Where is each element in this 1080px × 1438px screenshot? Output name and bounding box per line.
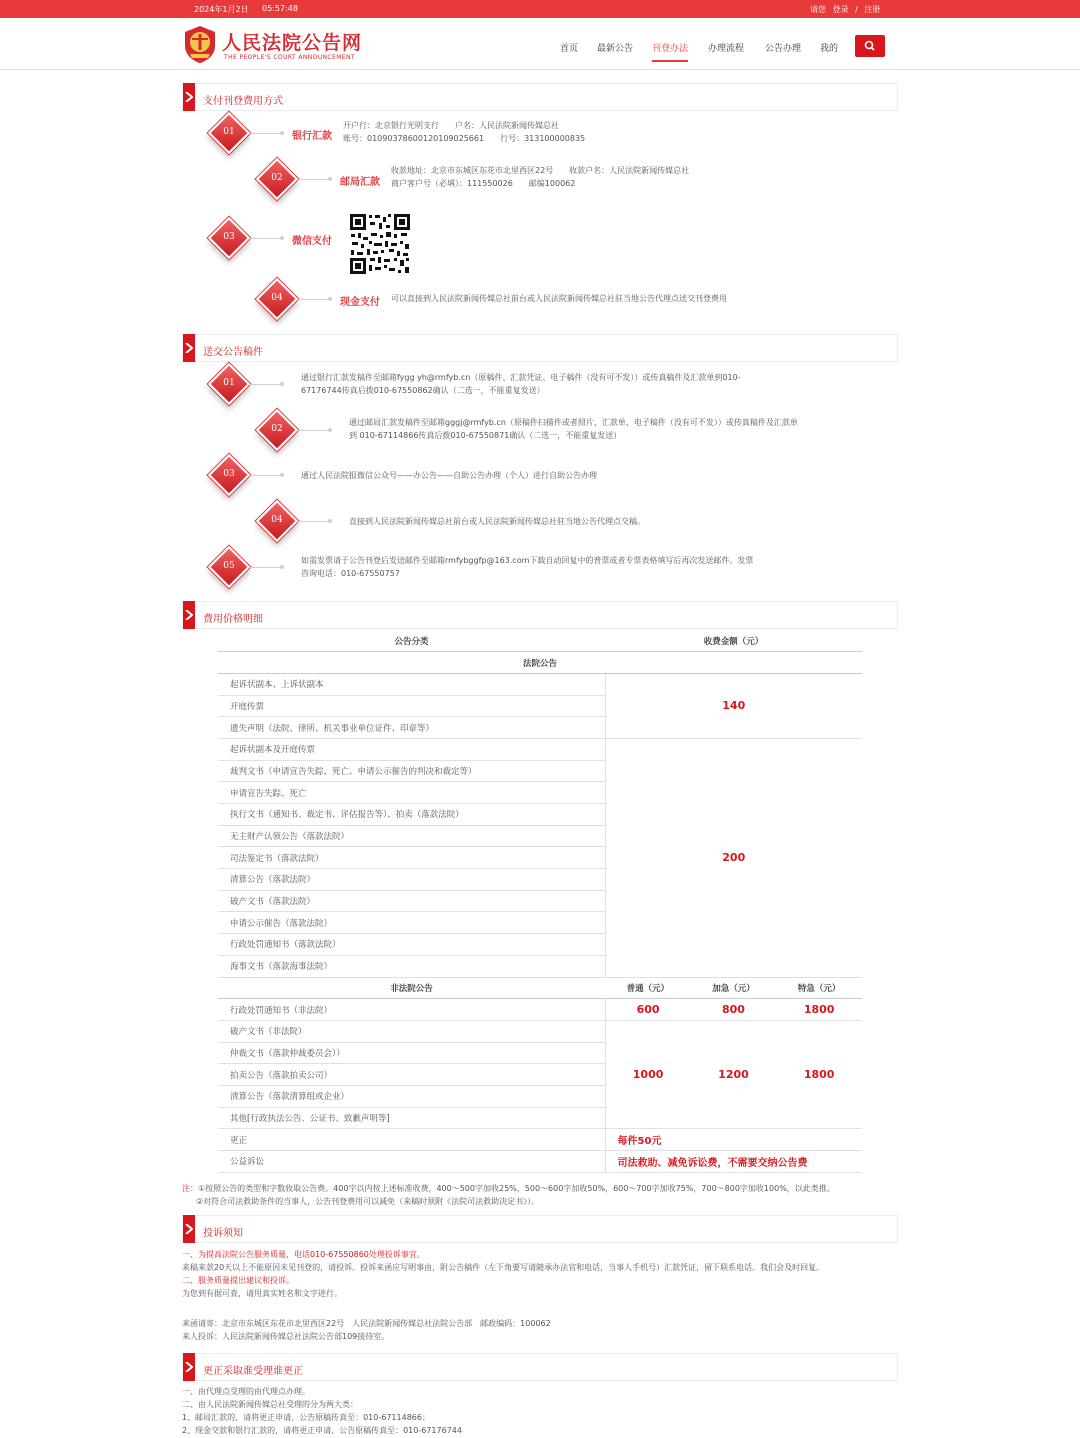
register-link[interactable]: 注册 [864,5,881,14]
account-links [810,4,884,15]
login-link[interactable]: 登录 [832,5,849,14]
table-row: 海事文书（落款海事法院） [218,955,862,977]
table-row: 仲裁文书（落款仲裁委员会）） [218,1042,862,1064]
search-icon [855,35,885,57]
search-button[interactable] [855,35,885,57]
table-row: 执行文书（通知书、裁定书、评估报告等）、拍卖（落款法院） [218,804,862,826]
site-subtitle: THE PEOPLE'S COURT ANNOUNCEMENT [224,54,355,61]
table-header: 公告分类 收费金额（元） [218,630,862,652]
table-row: 开庭传票 [218,695,862,717]
section-title: 投诉须知 [203,1228,243,1239]
table-row: 遗失声明（法院、律所、机关事业单位证件、印章等） [218,717,862,739]
submit-info: 通过邮局汇款发稿件至邮箱gggj@rmfyb.cn（原稿件扫描件或者照片、汇款单、电子稿件（没有可不发））或传真稿件及汇款单 到 010-67114866传真后拨010-67550871确认（二选一，不能重复发送） [349,418,798,440]
table-row: 行政处罚通知书（落款法院） [218,934,862,956]
section-complaints [182,1215,898,1243]
court-emblem-icon [182,24,218,64]
cash-pay-label: 现金支付 [340,297,380,308]
section-title: 送交公告稿件 [203,347,263,358]
table-row: 行政处罚通知书（非法院） 600 800 1800 [218,999,862,1021]
nav-process[interactable]: 办理流程 [708,44,745,54]
step-badge: 03 [210,456,248,494]
post-transfer-label: 邮局汇款 [340,177,380,188]
table-row: 起诉状副本及开庭传票 200 [218,738,862,760]
table-row: 起诉状副本、上诉状副本 140 [218,673,862,695]
table-row: 裁判文书（申请宣告失踪、死亡、申请公示催告的判决和裁定等） [218,760,862,782]
wechat-pay-label: 微信支付 [292,236,332,247]
table-subheader: 非法院公告 普通（元） 加急（元） 特急（元） [218,977,862,999]
fee-note: 注：①按照公告的类型和字数收取公告费。400字以内按上述标准收费，400～500字加收25%，500～600字加收50%，600～700字加收75%，700～800字加收100%，以此类推。 ②对符合司法救助条件的当事人，公告刊登费用可以减免（来稿时须附《法院司法救助决定书》）。 [182,1184,835,1206]
current-time: 05:57:48 [262,4,298,13]
bank-transfer-label: 银行汇款 [292,131,332,142]
table-row: 破产文书（非法院） 1000 1200 1800 [218,1020,862,1042]
table-row: 拍卖公告（落款拍卖公司） [218,1064,862,1086]
table-row: 破产文书（落款法院） [218,890,862,912]
table-row: 更正 每件50元 [218,1129,862,1151]
current-date: 2024年1月2日 [194,5,249,14]
submit-info: 通过银行汇款发稿件至邮箱fygg yh@rmfyb.cn（原稿件、汇款凭证、电子稿件（没有可不发））或传真稿件及汇款单到010- 67176744传真后拨010-67550862确认（二选一，不能重复发送） [301,373,741,395]
table-row: 司法鉴定书（落款法院） [218,847,862,869]
step-badge: 04 [258,280,296,318]
separator: / [855,5,858,14]
table-row: 申请宣告失踪、死亡 [218,782,862,804]
section-corrections [182,1353,898,1381]
chevron-right-icon [185,343,193,353]
table-row: 清算公告（落款清算组或企业） [218,1085,862,1107]
correction-text: 一、由代理点受理的由代理点办理。 二、由人民法院新闻传媒总社受理的分为两大类： 1、邮局汇款的，请将更正申请、公告原稿传真至：010-67114866； 2、现金交款和银行汇款的，请将更正申请、公告原稿传真至：010-67176744 [182,1387,462,1435]
nav-home[interactable]: 首页 [560,44,579,54]
nav-mine[interactable]: 我的 [820,44,839,54]
nav-handle[interactable]: 公告办理 [765,44,802,54]
section-title: 更正采取谁受理谁更正 [203,1366,303,1377]
top-bar [0,0,1080,18]
step-badge: 02 [258,160,296,198]
chevron-right-icon [185,1224,193,1234]
complaint-text: 一、为提高法院公告服务质量，电话010-67550860处理投诉事宜。 来稿来款20天以上不能原因未见刊登的，请投诉。投诉来函应写明事由，附公告稿件（左下角要写请随承办法官和电话，当事人手机号）汇款凭证，留下联系电话。我们会及时回复。 二、服务质量提出建议和投诉。 为您到有据可查，请用真实姓名和文字进行。 来函请寄：北京市东城区东花市北里西区22号 人民法院新闻传媒总社法院公告部 邮政编码：100062 来人投诉：人民法院新闻传媒总社法院公告部109接待室。 [182,1250,825,1341]
step-badge: 04 [258,502,296,540]
submit-info: 直接到人民法院新闻传媒总社前台或人民法院新闻传媒总社驻当地公告代理点交稿。 [349,517,645,526]
section-title: 费用价格明细 [203,614,263,625]
post-info: 收款地址：北京市东城区东花市北里西区22号 收款户名：人民法院新闻传媒总社 商户客户号（必填）：111550026 邮编100062 [391,166,690,188]
chevron-right-icon [185,92,193,102]
section-title: 支付刊登费用方式 [203,96,283,107]
section-payment [182,83,898,111]
section-fees [182,601,898,629]
section-submit [182,334,898,362]
bank-info: 开户行：北京银行光明支行 户名：人民法院新闻传媒总社 账号：01090378600120109025661 行号：313100000835 [343,121,586,143]
fee-table [218,630,862,1173]
table-row: 公益诉讼 司法救助、减免诉讼费，不需要交纳公告费 [218,1151,862,1173]
site-title[interactable]: 人民法院公告网 [222,32,363,54]
submit-info: 通过人民法院报微信公众号——办公告——自助公告办理（个人）进行自助公告办理 [301,471,597,480]
table-row: 无主财产认领公告（落款法院） [218,825,862,847]
step-badge: 03 [210,219,248,257]
table-row: 申请公示催告（落款法院） [218,912,862,934]
table-row: 清算公告（落款法院） [218,869,862,891]
table-subheader: 法院公告 [218,652,862,674]
chevron-right-icon [185,610,193,620]
table-row: 其他[行政执法公告、公证书、致歉声明等] [218,1107,862,1129]
chevron-right-icon [185,1362,193,1372]
submit-info: 如需发票请于公告刊登后发送邮件至邮箱rmfybggfp@163.com下载自动回复中的普票或者专票表格填写后再次发送邮件。发票 咨询电话：010-67550757 [301,556,754,578]
step-badge: 01 [210,114,248,152]
greeting: 请您 [810,5,826,14]
nav-publish-method[interactable]: 刊登办法 [652,41,688,62]
qr-code-icon [349,213,411,275]
step-badge: 02 [258,411,296,449]
step-badge: 05 [210,548,248,586]
cash-info: 可以直接到人民法院新闻传媒总社前台或人民法院新闻传媒总社驻当地公告代理点送交刊登费用 [391,294,727,303]
site-header [0,18,1080,70]
step-badge: 01 [210,365,248,403]
nav-latest[interactable]: 最新公告 [597,44,634,54]
